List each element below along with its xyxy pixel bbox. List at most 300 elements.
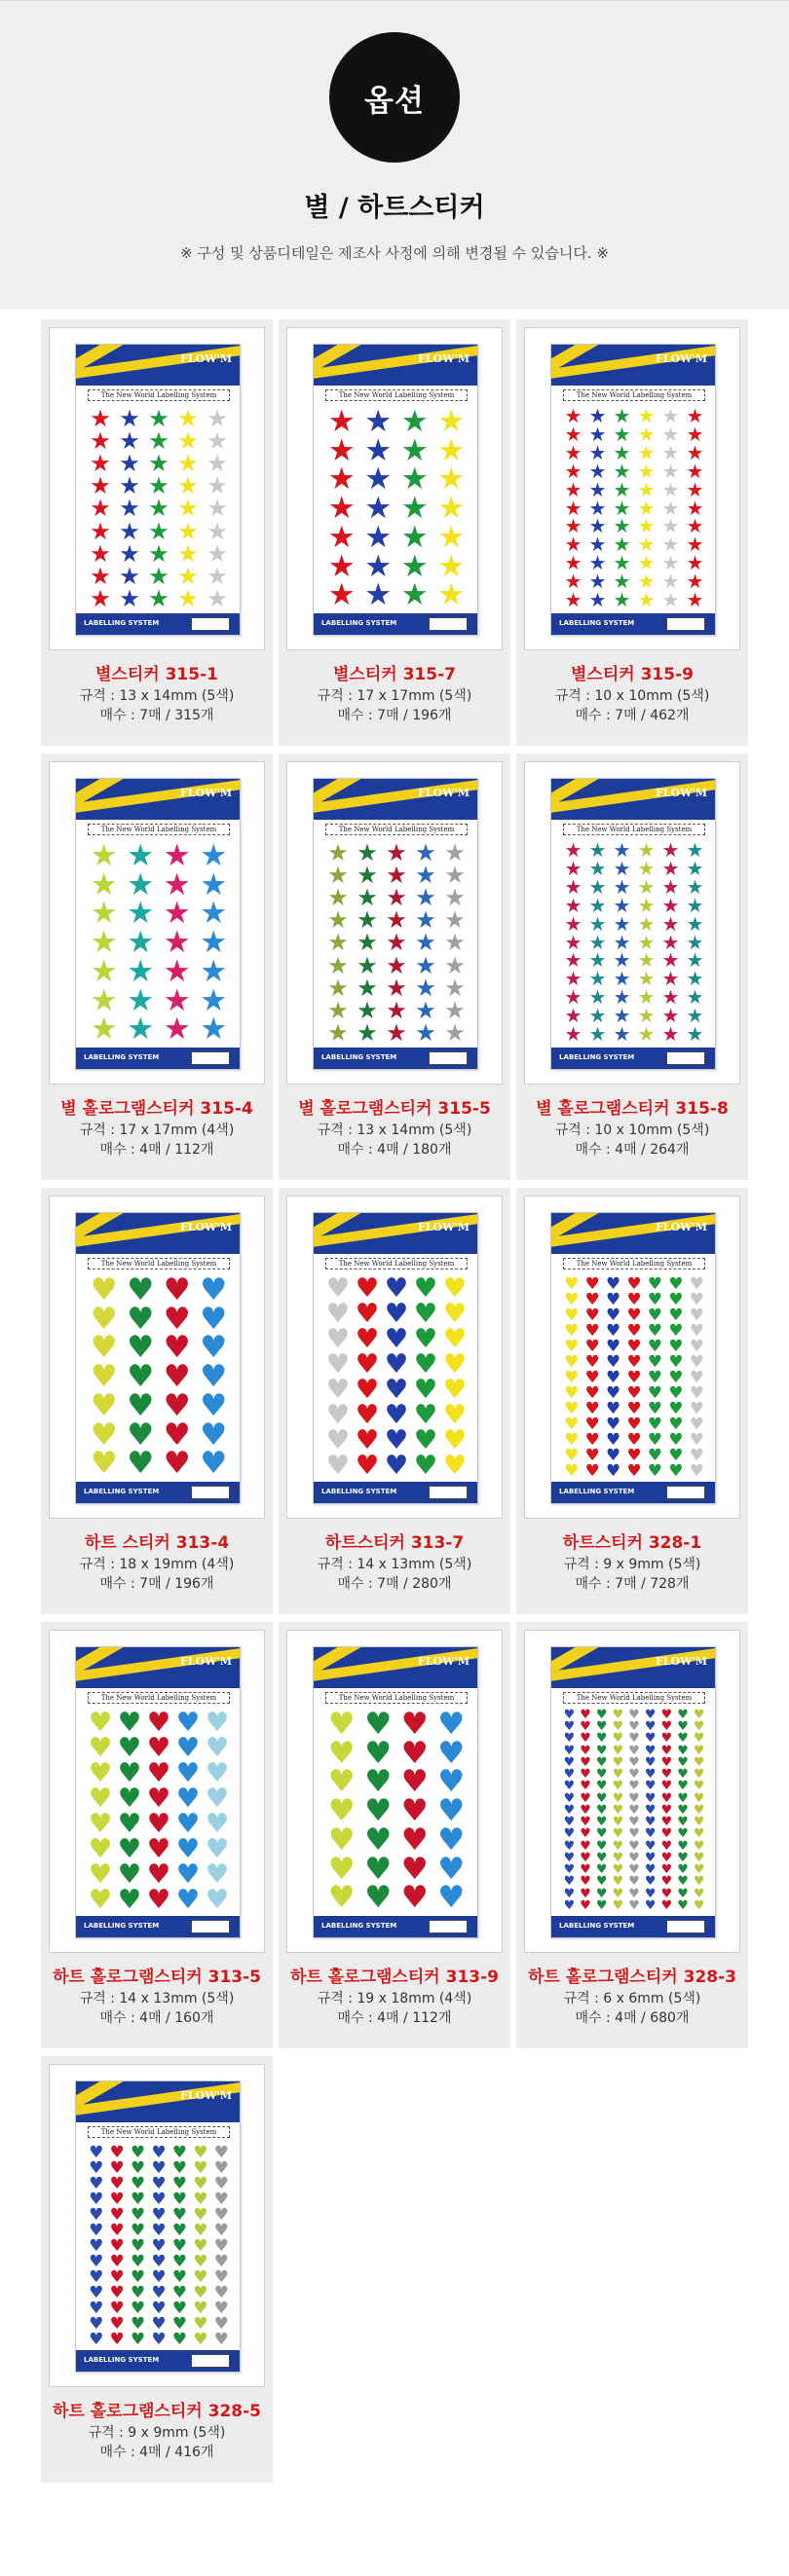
sheet-footer-text: LABELLING SYSTEM (559, 1488, 635, 1495)
sheet-footer-band (551, 1048, 715, 1069)
star-sticker-icon: ★ (207, 538, 228, 568)
sheet-header-band (76, 345, 240, 386)
heart-sticker-icon: ♥ (693, 1815, 705, 1830)
star-sticker-icon: ★ (613, 986, 631, 1010)
heart-sticker-icon: ♥ (151, 2204, 167, 2224)
heart-sticker-icon: ♥ (213, 2142, 229, 2161)
star-sticker-icon: ★ (661, 460, 680, 483)
heart-sticker-icon: ♥ (677, 1826, 689, 1842)
options-badge: 옵션 (329, 32, 460, 163)
star-sticker-icon: ★ (90, 1012, 118, 1048)
star-sticker-icon: ★ (386, 905, 407, 935)
heart-sticker-icon: ♥ (612, 1897, 624, 1913)
heart-sticker-icon: ♥ (595, 1790, 608, 1806)
product-name: 하트스티커 328-1 (562, 1533, 702, 1553)
heart-sticker-icon: ♥ (213, 2204, 229, 2224)
heart-sticker-icon: ♥ (584, 1289, 600, 1308)
star-sticker-icon: ★ (327, 995, 349, 1024)
star-sticker-icon: ★ (163, 866, 191, 902)
heart-sticker-icon: ♥ (205, 1885, 230, 1915)
heart-sticker-icon: ♥ (193, 2220, 208, 2239)
heart-sticker-icon: ♥ (660, 1743, 673, 1758)
heart-sticker-icon: ♥ (355, 1324, 380, 1354)
product-card[interactable] (516, 1622, 748, 2048)
heart-sticker-icon: ♥ (563, 1790, 576, 1806)
star-sticker-icon: ★ (686, 875, 704, 899)
product-image (49, 2064, 265, 2387)
heart-sticker-icon: ♥ (595, 1874, 608, 1890)
star-sticker-icon: ★ (613, 589, 631, 612)
sheet-footer-text: LABELLING SYSTEM (559, 1053, 635, 1061)
heart-sticker-icon: ♥ (595, 1850, 608, 1865)
heart-sticker-icon: ♥ (628, 1790, 640, 1806)
heart-sticker-icon: ♥ (606, 1367, 621, 1386)
heart-sticker-icon: ♥ (413, 1349, 438, 1380)
star-sticker-icon: ★ (177, 561, 199, 590)
product-card[interactable] (279, 319, 510, 746)
star-sticker-icon: ★ (637, 857, 656, 880)
heart-sticker-icon: ♥ (564, 1382, 580, 1402)
heart-sticker-icon: ♥ (693, 1779, 705, 1794)
star-sticker-icon: ★ (588, 589, 607, 612)
heart-sticker-icon: ♥ (213, 2157, 229, 2177)
heart-sticker-icon: ♥ (606, 1351, 621, 1371)
star-sticker-icon: ★ (200, 838, 228, 873)
heart-sticker-icon: ♥ (580, 1719, 591, 1735)
heart-sticker-icon: ♥ (563, 1767, 576, 1783)
heart-sticker-icon: ♥ (612, 1802, 624, 1818)
heart-sticker-icon: ♥ (612, 1719, 624, 1735)
product-name: 별 홀로그램스티커 315-5 (298, 1099, 491, 1119)
star-sticker-icon: ★ (661, 441, 680, 464)
heart-sticker-icon: ♥ (668, 1273, 684, 1293)
heart-sticker-icon: ♥ (660, 1850, 673, 1865)
star-sticker-icon: ★ (661, 405, 680, 427)
heart-sticker-icon: ♥ (205, 1784, 230, 1814)
heart-sticker-icon: ♥ (660, 1767, 673, 1783)
heart-sticker-icon: ♥ (644, 1838, 657, 1854)
heart-sticker-icon: ♥ (117, 1758, 142, 1788)
heart-sticker-icon: ♥ (584, 1414, 600, 1433)
barcode-box (429, 1051, 468, 1065)
heart-sticker-icon: ♥ (606, 1398, 621, 1417)
heart-sticker-icon: ♥ (644, 1790, 657, 1806)
sticker-marks (86, 1272, 232, 1482)
star-sticker-icon: ★ (357, 973, 378, 1002)
heart-sticker-icon: ♥ (131, 2266, 146, 2286)
star-sticker-icon: ★ (207, 561, 228, 590)
heart-sticker-icon: ♥ (693, 1754, 705, 1770)
heart-sticker-icon: ♥ (606, 1382, 621, 1402)
heart-sticker-icon: ♥ (384, 1349, 409, 1380)
star-sticker-icon: ★ (177, 516, 199, 545)
heart-sticker-icon: ♥ (668, 1429, 684, 1449)
heart-sticker-icon: ♥ (693, 1767, 705, 1783)
star-sticker-icon: ★ (444, 1017, 466, 1047)
product-card[interactable] (41, 319, 273, 746)
sticker-sheet (550, 1212, 716, 1504)
star-sticker-icon: ★ (564, 497, 582, 520)
product-card[interactable] (41, 1188, 273, 1614)
brand-logo: FLOW'M (179, 787, 232, 799)
star-sticker-icon: ★ (661, 570, 680, 594)
heart-sticker-icon: ♥ (355, 1349, 380, 1380)
heart-sticker-icon: ♥ (660, 1874, 673, 1890)
heart-sticker-icon: ♥ (628, 1754, 640, 1770)
heart-sticker-icon: ♥ (677, 1886, 689, 1901)
product-card[interactable] (41, 2056, 273, 2483)
heart-sticker-icon: ♥ (595, 1862, 608, 1878)
star-sticker-icon: ★ (686, 1023, 704, 1047)
heart-sticker-icon: ♥ (689, 1445, 704, 1464)
barcode-box (666, 1486, 705, 1499)
heart-sticker-icon: ♥ (364, 1707, 393, 1742)
sheet-footer-band (314, 1482, 477, 1503)
heart-sticker-icon: ♥ (693, 1731, 705, 1747)
star-sticker-icon: ★ (564, 931, 582, 954)
star-sticker-icon: ★ (148, 583, 169, 612)
sheet-subline: The New World Labelling System (325, 389, 468, 401)
heart-sticker-icon: ♥ (584, 1320, 600, 1340)
star-sticker-icon: ★ (661, 1005, 680, 1028)
sheet-footer-text: LABELLING SYSTEM (84, 1053, 160, 1061)
star-sticker-icon: ★ (90, 953, 118, 989)
heart-sticker-icon: ♥ (437, 1851, 466, 1887)
heart-sticker-icon: ♥ (644, 1743, 657, 1758)
product-quantity: 매수 : 4매 / 416개 (99, 2445, 214, 2460)
heart-sticker-icon: ♥ (109, 2204, 125, 2224)
star-sticker-icon: ★ (200, 896, 228, 932)
heart-sticker-icon: ♥ (109, 2157, 125, 2177)
heart-sticker-icon: ♥ (668, 1382, 684, 1402)
heart-sticker-icon: ♥ (564, 1351, 580, 1371)
product-name: 하트 스티커 313-4 (84, 1533, 230, 1553)
star-sticker-icon: ★ (661, 1023, 680, 1047)
star-sticker-icon: ★ (588, 968, 607, 991)
heart-sticker-icon: ♥ (660, 1826, 673, 1842)
heart-sticker-icon: ♥ (151, 2173, 167, 2192)
heart-sticker-icon: ♥ (127, 1446, 155, 1482)
heart-sticker-icon: ♥ (626, 1445, 642, 1464)
star-sticker-icon: ★ (437, 519, 466, 555)
heart-sticker-icon: ♥ (90, 1387, 118, 1423)
heart-sticker-icon: ♥ (200, 1417, 228, 1453)
sheet-subline: The New World Labelling System (563, 824, 705, 835)
sticker-sheet (313, 778, 478, 1070)
heart-sticker-icon: ♥ (131, 2329, 146, 2348)
star-sticker-icon: ★ (386, 928, 407, 957)
product-quantity: 매수 : 4매 / 180개 (337, 1142, 452, 1158)
star-sticker-icon: ★ (444, 995, 466, 1024)
heart-sticker-icon: ♥ (647, 1398, 662, 1417)
product-card[interactable] (516, 754, 748, 1180)
heart-sticker-icon: ♥ (88, 1859, 113, 1890)
heart-sticker-icon: ♥ (595, 1826, 608, 1842)
star-sticker-icon: ★ (588, 912, 607, 936)
heart-sticker-icon: ♥ (563, 1815, 576, 1830)
heart-sticker-icon: ♥ (355, 1273, 380, 1304)
heart-sticker-icon: ♥ (580, 1886, 591, 1901)
star-sticker-icon: ★ (357, 883, 378, 912)
heart-sticker-icon: ♥ (325, 1451, 351, 1481)
heart-sticker-icon: ♥ (213, 2220, 229, 2239)
star-sticker-icon: ★ (357, 950, 378, 979)
product-card[interactable] (279, 754, 510, 1180)
star-sticker-icon: ★ (564, 1023, 582, 1047)
heart-sticker-icon: ♥ (109, 2282, 125, 2301)
sticker-sheet (313, 344, 478, 636)
heart-sticker-icon: ♥ (580, 1874, 591, 1890)
star-sticker-icon: ★ (177, 426, 199, 456)
sheet-header-band (551, 345, 715, 386)
barcode-box (191, 1920, 230, 1933)
heart-sticker-icon: ♥ (563, 1850, 576, 1865)
heart-sticker-icon: ♥ (131, 2220, 146, 2239)
heart-sticker-icon: ♥ (580, 1802, 591, 1818)
heart-sticker-icon: ♥ (647, 1414, 662, 1433)
heart-sticker-icon: ♥ (612, 1850, 624, 1865)
barcode-box (191, 617, 230, 631)
star-sticker-icon: ★ (119, 449, 140, 478)
heart-sticker-icon: ♥ (127, 1301, 155, 1337)
heart-sticker-icon: ♥ (325, 1273, 351, 1304)
star-sticker-icon: ★ (588, 839, 607, 862)
heart-sticker-icon: ♥ (626, 1414, 642, 1433)
product-card[interactable] (279, 1188, 510, 1614)
heart-sticker-icon: ♥ (89, 2251, 104, 2270)
star-sticker-icon: ★ (564, 589, 582, 612)
star-sticker-icon: ★ (637, 460, 656, 483)
heart-sticker-icon: ♥ (175, 1809, 201, 1839)
heart-sticker-icon: ♥ (677, 1874, 689, 1890)
heart-sticker-icon: ♥ (327, 1707, 356, 1742)
heart-sticker-icon: ♥ (626, 1382, 642, 1402)
star-sticker-icon: ★ (327, 432, 356, 468)
product-quantity: 매수 : 7매 / 196개 (337, 708, 452, 723)
product-quantity: 매수 : 7매 / 280개 (337, 1576, 452, 1592)
heart-sticker-icon: ♥ (628, 1850, 640, 1865)
heart-sticker-icon: ♥ (580, 1826, 591, 1842)
star-sticker-icon: ★ (386, 838, 407, 866)
star-sticker-icon: ★ (444, 905, 466, 935)
star-sticker-icon: ★ (686, 497, 704, 520)
product-spec: 규격 : 13 x 14mm (5색) (79, 688, 235, 704)
heart-sticker-icon: ♥ (626, 1367, 642, 1386)
heart-sticker-icon: ♥ (442, 1324, 468, 1354)
heart-sticker-icon: ♥ (693, 1838, 705, 1854)
heart-sticker-icon: ♥ (364, 1764, 393, 1800)
star-sticker-icon: ★ (661, 986, 680, 1010)
star-sticker-icon: ★ (564, 968, 582, 991)
star-sticker-icon: ★ (564, 534, 582, 557)
heart-sticker-icon: ♥ (89, 2329, 104, 2348)
star-sticker-icon: ★ (327, 491, 356, 527)
heart-sticker-icon: ♥ (660, 1708, 673, 1722)
heart-sticker-icon: ♥ (146, 1834, 171, 1864)
heart-sticker-icon: ♥ (580, 1897, 591, 1913)
heart-sticker-icon: ♥ (89, 2220, 104, 2239)
heart-sticker-icon: ♥ (689, 1289, 704, 1308)
heart-sticker-icon: ♥ (355, 1451, 380, 1481)
sheet-header-band (551, 1213, 715, 1254)
heart-sticker-icon: ♥ (644, 1708, 657, 1722)
star-sticker-icon: ★ (364, 519, 393, 555)
sheet-subline: The New World Labelling System (563, 389, 705, 401)
star-sticker-icon: ★ (127, 1012, 155, 1048)
brand-logo: FLOW'M (417, 787, 470, 799)
heart-sticker-icon: ♥ (677, 1850, 689, 1865)
heart-sticker-icon: ♥ (644, 1731, 657, 1747)
sticker-marks (323, 1707, 470, 1916)
star-sticker-icon: ★ (177, 449, 199, 478)
heart-sticker-icon: ♥ (355, 1375, 380, 1405)
product-card[interactable] (516, 1188, 748, 1614)
star-sticker-icon: ★ (364, 432, 393, 468)
heart-sticker-icon: ♥ (612, 1754, 624, 1770)
heart-sticker-icon: ♥ (171, 2220, 187, 2239)
product-image (49, 1196, 265, 1519)
star-sticker-icon: ★ (564, 405, 582, 427)
star-sticker-icon: ★ (588, 1005, 607, 1028)
star-sticker-icon: ★ (637, 552, 656, 575)
star-sticker-icon: ★ (686, 405, 704, 427)
heart-sticker-icon: ♥ (647, 1445, 662, 1464)
star-sticker-icon: ★ (400, 461, 429, 497)
heart-sticker-icon: ♥ (693, 1708, 705, 1722)
star-sticker-icon: ★ (163, 838, 191, 873)
star-sticker-icon: ★ (564, 515, 582, 538)
star-sticker-icon: ★ (661, 931, 680, 954)
barcode-box (666, 1920, 705, 1933)
brand-logo: FLOW'M (179, 1655, 232, 1668)
heart-sticker-icon: ♥ (163, 1272, 191, 1307)
heart-sticker-icon: ♥ (171, 2235, 187, 2255)
heart-sticker-icon: ♥ (413, 1400, 438, 1430)
star-sticker-icon: ★ (127, 896, 155, 932)
heart-sticker-icon: ♥ (364, 1735, 393, 1771)
heart-sticker-icon: ♥ (628, 1826, 640, 1842)
star-sticker-icon: ★ (686, 460, 704, 483)
heart-sticker-icon: ♥ (175, 1784, 201, 1814)
star-sticker-icon: ★ (588, 894, 607, 917)
star-sticker-icon: ★ (207, 449, 228, 478)
star-sticker-icon: ★ (613, 968, 631, 991)
heart-sticker-icon: ♥ (213, 2189, 229, 2208)
star-sticker-icon: ★ (119, 471, 140, 500)
heart-sticker-icon: ♥ (89, 2173, 104, 2192)
heart-sticker-icon: ♥ (647, 1320, 662, 1340)
sheet-footer-band (551, 1482, 715, 1503)
sheet-subline: The New World Labelling System (88, 1258, 230, 1270)
heart-sticker-icon: ♥ (628, 1719, 640, 1735)
heart-sticker-icon: ♥ (595, 1802, 608, 1818)
heart-sticker-icon: ♥ (626, 1273, 642, 1293)
heart-sticker-icon: ♥ (689, 1273, 704, 1293)
star-sticker-icon: ★ (357, 861, 378, 890)
star-sticker-icon: ★ (637, 423, 656, 446)
star-sticker-icon: ★ (364, 491, 393, 527)
heart-sticker-icon: ♥ (660, 1815, 673, 1830)
star-sticker-icon: ★ (148, 516, 169, 545)
product-card[interactable] (41, 1622, 273, 2048)
star-sticker-icon: ★ (637, 931, 656, 954)
product-name: 하트 홀로그램스티커 328-3 (527, 1968, 736, 1987)
star-sticker-icon: ★ (207, 583, 228, 612)
sheet-header-band (76, 1647, 240, 1688)
heart-sticker-icon: ♥ (131, 2282, 146, 2301)
heart-sticker-icon: ♥ (584, 1460, 600, 1480)
star-sticker-icon: ★ (90, 925, 118, 961)
star-sticker-icon: ★ (588, 1023, 607, 1047)
product-spec: 규격 : 13 x 14mm (5색) (317, 1122, 472, 1138)
product-card[interactable] (41, 754, 273, 1180)
heart-sticker-icon: ♥ (689, 1382, 704, 1402)
heart-sticker-icon: ♥ (628, 1815, 640, 1830)
heart-sticker-icon: ♥ (612, 1826, 624, 1842)
star-sticker-icon: ★ (200, 866, 228, 902)
star-sticker-icon: ★ (327, 861, 349, 890)
sheet-subline: The New World Labelling System (88, 389, 230, 401)
heart-sticker-icon: ♥ (693, 1897, 705, 1913)
heart-sticker-icon: ♥ (564, 1320, 580, 1340)
star-sticker-icon: ★ (90, 516, 111, 545)
star-sticker-icon: ★ (327, 461, 356, 497)
sheet-footer-band (551, 1916, 715, 1937)
heart-sticker-icon: ♥ (384, 1273, 409, 1304)
heart-sticker-icon: ♥ (171, 2173, 187, 2192)
heart-sticker-icon: ♥ (163, 1387, 191, 1423)
star-sticker-icon: ★ (437, 577, 466, 613)
sheet-footer-band (551, 613, 715, 635)
sheet-header-band (551, 1647, 715, 1688)
star-sticker-icon: ★ (564, 894, 582, 917)
heart-sticker-icon: ♥ (644, 1886, 657, 1901)
sticker-sheet (75, 1646, 241, 1938)
sticker-sheet (313, 1212, 478, 1504)
heart-sticker-icon: ♥ (205, 1834, 230, 1864)
heart-sticker-icon: ♥ (442, 1273, 468, 1304)
star-sticker-icon: ★ (637, 968, 656, 991)
star-sticker-icon: ★ (386, 883, 407, 912)
star-sticker-icon: ★ (415, 883, 436, 912)
star-sticker-icon: ★ (637, 1005, 656, 1028)
heart-sticker-icon: ♥ (628, 1743, 640, 1758)
product-name: 하트스티커 313-7 (324, 1533, 465, 1553)
star-sticker-icon: ★ (637, 570, 656, 594)
heart-sticker-icon: ♥ (660, 1862, 673, 1878)
heart-sticker-icon: ♥ (109, 2298, 125, 2317)
heart-sticker-icon: ♥ (151, 2266, 167, 2286)
product-quantity: 매수 : 7매 / 315개 (99, 708, 214, 723)
heart-sticker-icon: ♥ (193, 2251, 208, 2270)
star-sticker-icon: ★ (437, 461, 466, 497)
heart-sticker-icon: ♥ (355, 1425, 380, 1455)
star-sticker-icon: ★ (444, 861, 466, 890)
product-card[interactable] (516, 319, 748, 746)
heart-sticker-icon: ♥ (163, 1446, 191, 1482)
star-sticker-icon: ★ (588, 423, 607, 446)
heart-sticker-icon: ♥ (131, 2298, 146, 2317)
product-card[interactable] (279, 1622, 510, 2048)
heart-sticker-icon: ♥ (626, 1305, 642, 1324)
heart-sticker-icon: ♥ (564, 1414, 580, 1433)
heart-sticker-icon: ♥ (689, 1460, 704, 1480)
star-sticker-icon: ★ (327, 519, 356, 555)
heart-sticker-icon: ♥ (677, 1838, 689, 1854)
sheet-footer-band (76, 1482, 240, 1503)
sticker-marks (561, 405, 707, 612)
heart-sticker-icon: ♥ (193, 2298, 208, 2317)
